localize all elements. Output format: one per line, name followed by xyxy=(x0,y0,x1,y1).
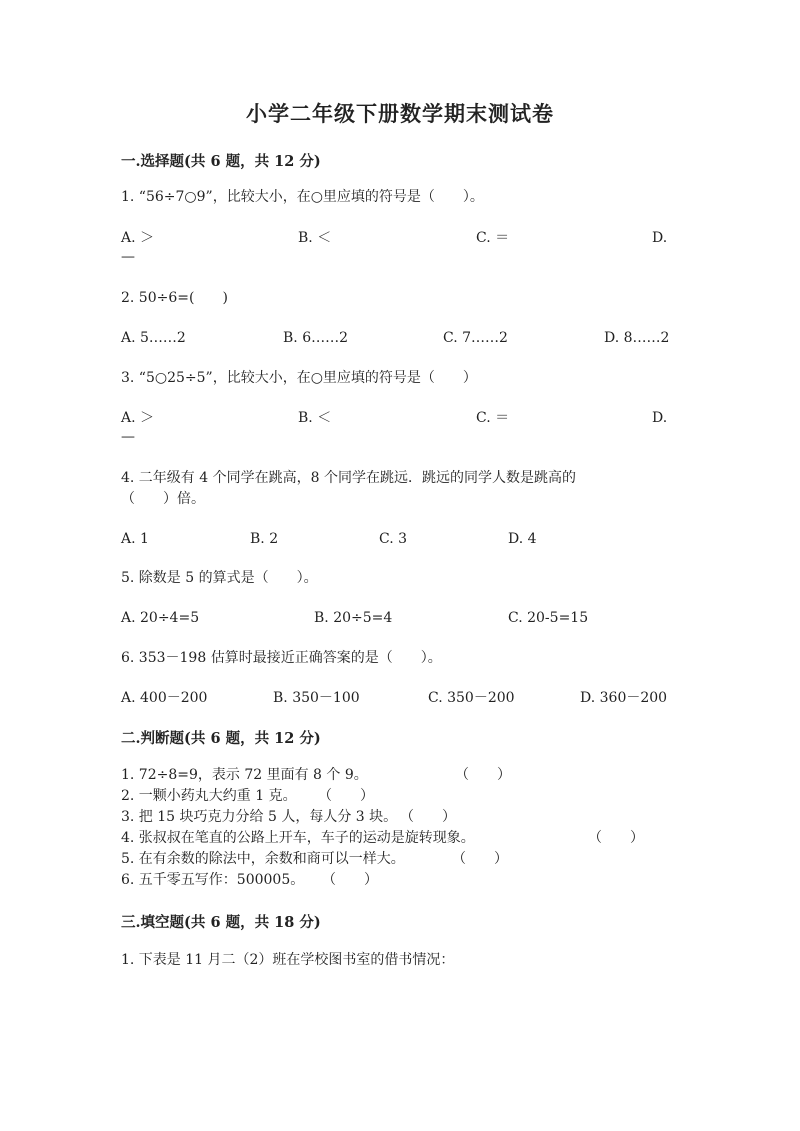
answer-paren: （ ） xyxy=(318,788,374,804)
judge-item-3: 3. 把 15 块巧克力分给 5 人，每人分 3 块。 xyxy=(121,809,398,825)
section-heading-fill: 三.填空题(共 6 题，共 18 分) xyxy=(121,914,321,931)
fill-item-1: 1. 下表是 11 月二（2）班在学校图书室的借书情况： xyxy=(121,952,455,968)
judge-item-1: 1. 72÷8=9，表示 72 里面有 8 个 9。 xyxy=(121,767,368,783)
option-c: C. 3 xyxy=(379,531,408,547)
question-choice-6: 6. 353－198 估算时最接近正确答案的是（ ）。 xyxy=(121,650,442,666)
judge-item-4: 4. 张叔叔在笔直的公路上开车，车子的运动是旋转现象。 xyxy=(121,830,475,846)
option-d: D. 8……2 xyxy=(604,330,670,346)
option-d: D. xyxy=(652,230,668,246)
answer-paren: （ ） xyxy=(455,767,511,783)
judge-item-2: 2. 一颗小药丸大约重 1 克。 xyxy=(121,788,297,804)
option-a: A. 1 xyxy=(121,531,149,547)
option-d-wrap: — xyxy=(121,249,135,265)
question-choice-1: 1. “56÷7○9”，比较大小，在○里应填的符号是（ ）。 xyxy=(121,189,484,205)
option-d-wrap: — xyxy=(121,429,135,445)
option-b: B. ＜ xyxy=(298,230,332,246)
option-a: A. 5……2 xyxy=(121,330,186,346)
question-choice-5: 5. 除数是 5 的算式是（ ）。 xyxy=(121,570,318,586)
option-a: A. 400－200 xyxy=(121,690,208,706)
option-a: A. 20÷4=5 xyxy=(121,610,200,626)
answer-paren: （ ） xyxy=(322,872,378,888)
answer-paren: （ ） xyxy=(588,830,644,846)
option-b: B. 350－100 xyxy=(273,690,360,706)
judge-item-5: 5. 在有余数的除法中，余数和商可以一样大。 xyxy=(121,851,405,867)
option-b: B. ＜ xyxy=(298,410,332,426)
page-title: 小学二年级下册数学期末测试卷 xyxy=(246,101,554,126)
answer-paren: （ ） xyxy=(400,809,456,825)
option-a: A. ＞ xyxy=(121,230,155,246)
judge-item-6: 6. 五千零五写作：500005。 xyxy=(121,872,305,888)
option-b: B. 2 xyxy=(250,531,279,547)
option-d: D. 4 xyxy=(508,531,537,547)
question-choice-3: 3. “5○25÷5”，比较大小，在○里应填的符号是（ ） xyxy=(121,370,477,386)
answer-paren: （ ） xyxy=(452,851,508,867)
option-b: B. 20÷5=4 xyxy=(314,610,393,626)
section-heading-judge: 二.判断题(共 6 题，共 12 分) xyxy=(121,730,321,747)
option-c: C. ＝ xyxy=(476,230,510,246)
option-c: C. ＝ xyxy=(476,410,510,426)
question-choice-2: 2. 50÷6=( ) xyxy=(121,290,228,306)
option-c: C. 20-5=15 xyxy=(508,610,589,626)
option-b: B. 6……2 xyxy=(283,330,349,346)
option-d: D. 360－200 xyxy=(580,690,668,706)
question-choice-4-cont: （ ）倍。 xyxy=(121,491,205,507)
option-c: C. 7……2 xyxy=(443,330,508,346)
section-heading-choice: 一.选择题(共 6 题，共 12 分) xyxy=(121,153,321,170)
option-a: A. ＞ xyxy=(121,410,155,426)
option-c: C. 350－200 xyxy=(428,690,515,706)
option-d: D. xyxy=(652,410,668,426)
question-choice-4: 4. 二年级有 4 个同学在跳高，8 个同学在跳远．跳远的同学人数是跳高的 xyxy=(121,470,576,486)
